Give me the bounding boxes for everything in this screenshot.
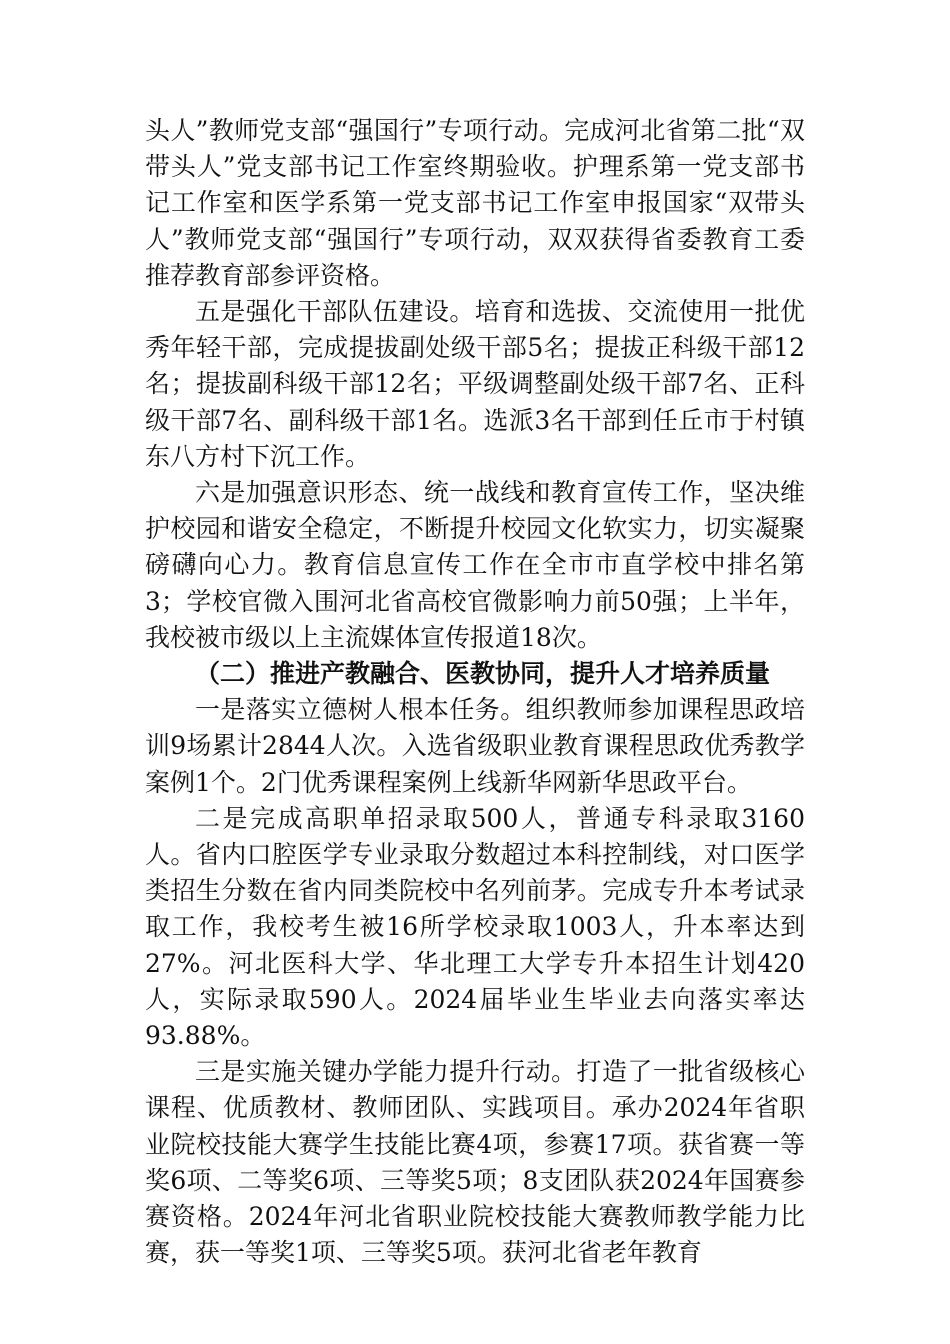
paragraph-ideology-publicity: 六是加强意识形态、统一战线和教育宣传工作，坚决维护校园和谐安全稳定，不断提升校园文化软实力，切实凝聚磅礴向心力。教育信息宣传工作在全市市直学校中排名第3；学校官微入围河北省高校官微影响力前50强；上半年，我校被市级以上主流媒体宣传报道18次。 <box>145 478 805 652</box>
paragraph-enrollment: 二是完成高职单招录取500人，普通专科录取3160人。省内口腔医学专业录取分数超过本科控制线，对口医学类招生分数在省内同类院校中名列前茅。完成专升本考试录取工作，我校考生被16所学校录取1003人，升本率达到27%。河北医科大学、华北理工大学专升本招生计划420人，实际录取590人。2024届毕业生毕业去向落实率达93.88%。 <box>145 803 805 1051</box>
section-heading: （二）推进产教融合、医教协同，提升人才培养质量 <box>195 659 771 689</box>
paragraph-capability-action: 三是实施关键办学能力提升行动。打造了一批省级核心课程、优质教材、教师团队、实践项目。承办2024年省职业院校技能大赛学生技能比赛4项，参赛17项。获省赛一等奖6项、二等奖6项、三等奖5项；8支团队获2024年国赛参赛资格。2024年河北省职业院校技能大赛教师教学能力比赛，获一等奖1项、三等奖5项。获河北省老年教育 <box>145 1057 805 1268</box>
paragraph-party-branch: 头人”教师党支部“强国行”专项行动。完成河北省第二批“双带头人”党支部书记工作室终期验收。护理系第一党支部书记工作室和医学系第一党支部书记工作室申报国家“双带头人”教师党支部“强国行”专项行动，双双获得省委教育工委推荐教育部参评资格。 <box>145 116 805 290</box>
paragraph-moral-education: 一是落实立德树人根本任务。组织教师参加课程思政培训9场累计2844人次。入选省级职业教育课程思政优秀教学案例1个。2门优秀课程案例上线新华网新华思政平台。 <box>145 695 805 797</box>
paragraph-cadre-team: 五是强化干部队伍建设。培育和选拔、交流使用一批优秀年轻干部，完成提拔副处级干部5名；提拔正科级干部12名；提拔副科级干部12名；平级调整副处级干部7名、正科级干部7名、副科级干部1名。选派3名干部到任丘市于村镇东八方村下沉工作。 <box>145 297 805 471</box>
document-body <box>145 113 805 1272</box>
